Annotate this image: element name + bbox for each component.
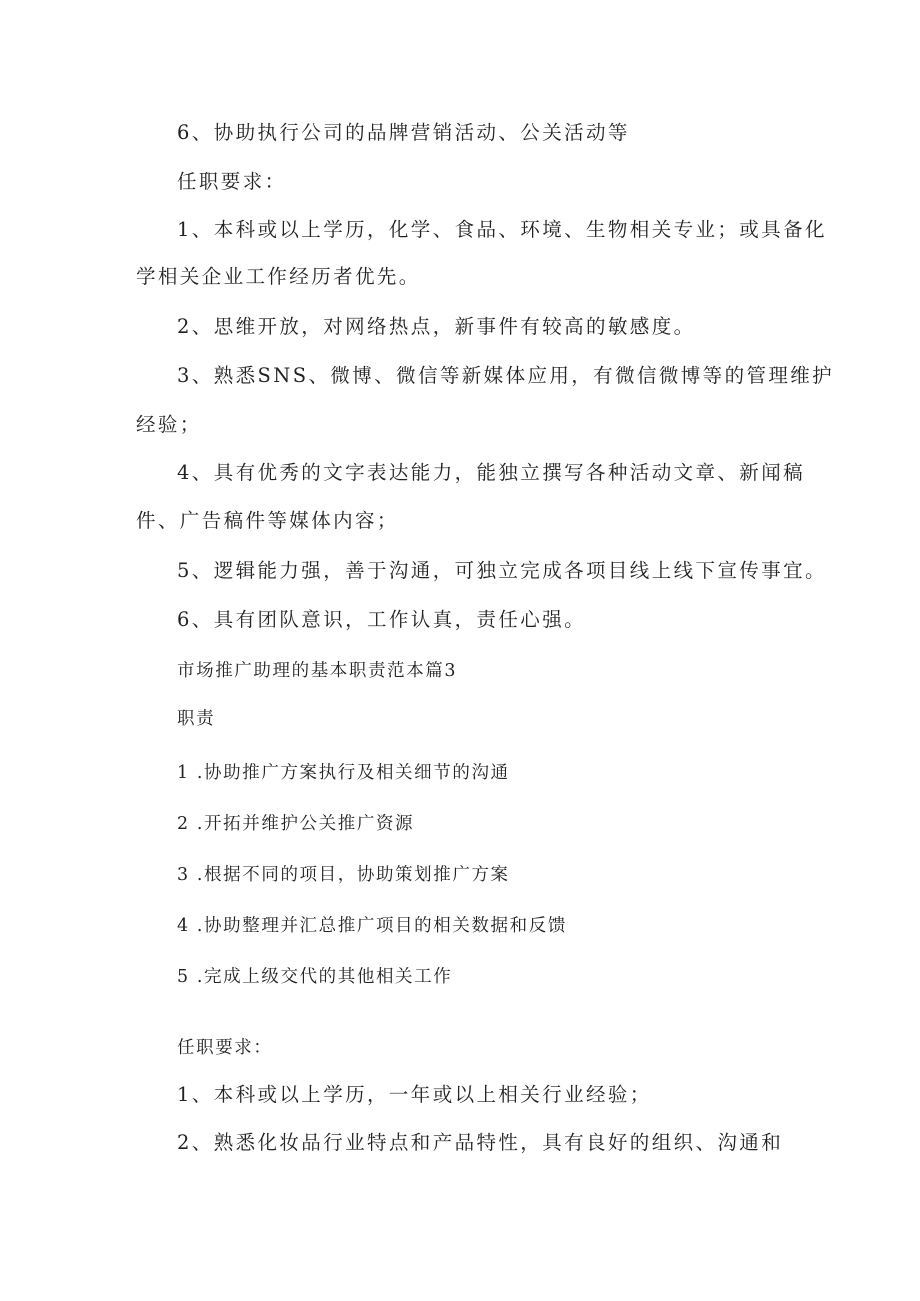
duties-heading: 职责 [177,709,216,729]
duty-list-item-4: 4 .协助整理并汇总推广项目的相关数据和反馈 [177,916,567,936]
requirement-1-line-1: 1、本科或以上学历，化学、食品、环境、生物相关专业；或具备化 [177,218,827,241]
requirement-4-line-2: 件、广告稿件等媒体内容； [136,509,399,532]
requirement-3-line-2: 经验； [136,413,202,436]
requirement-b-2: 2、熟悉化妆品行业特点和产品特性，具有良好的组织、沟通和 [177,1131,784,1154]
duty-list-item-5: 5 .完成上级交代的其他相关工作 [177,967,453,987]
duty-list-item-3: 3 .根据不同的项目，协助策划推广方案 [177,865,510,885]
requirement-1-line-2: 学相关企业工作经历者优先。 [136,265,421,288]
duty-list-item-2: 2 .开拓并维护公关推广资源 [177,814,415,834]
duty-list-item-1: 1 .协助推广方案执行及相关细节的沟通 [177,763,510,783]
requirement-5: 5、逻辑能力强，善于沟通，可独立完成各项目线上线下宣传事宜。 [177,559,827,582]
requirement-4-line-1: 4、具有优秀的文字表达能力，能独立撰写各种活动文章、新闻稿 [177,461,806,484]
requirements-heading: 任职要求： [177,170,287,193]
requirement-2: 2、思维开放，对网络热点，新事件有较高的敏感度。 [177,315,696,338]
requirements-heading-2: 任职要求： [177,1038,273,1058]
section-title: 市场推广助理的基本职责范本篇3 [177,661,458,681]
requirement-6: 6、具有团队意识，工作认真，责任心强。 [177,608,587,631]
requirement-b-1: 1、本科或以上学历，一年或以上相关行业经验； [177,1083,652,1106]
requirement-3-line-1: 3、熟悉SNS、微博、微信等新媒体应用，有微信微博等的管理维护 [177,364,835,387]
duty-item-6: 6、协助执行公司的品牌营销活动、公关活动等 [177,121,630,144]
